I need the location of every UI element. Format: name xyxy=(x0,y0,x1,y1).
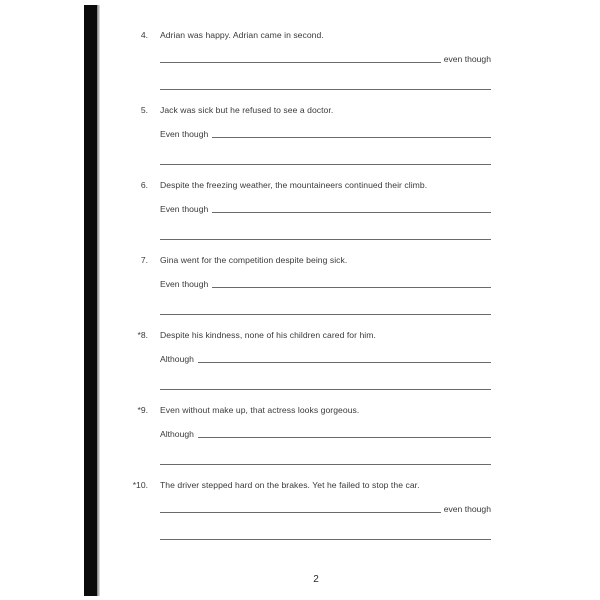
question-text: Jack was sick but he refused to see a doctor. xyxy=(160,105,334,115)
answer-prefix: Although xyxy=(160,429,194,439)
answer-line-1[interactable] xyxy=(160,204,491,215)
question-8 xyxy=(0,330,600,400)
answer-prefix: Even though xyxy=(160,279,209,289)
question-6 xyxy=(0,180,600,250)
question-number: 5. xyxy=(140,105,148,115)
answer-suffix: even though xyxy=(443,54,491,64)
question-text: The driver stepped hard on the brakes. Yet he failed to stop the car. xyxy=(160,480,420,490)
blank-line[interactable] xyxy=(198,362,491,363)
blank-line[interactable] xyxy=(160,464,491,465)
question-text: Despite the freezing weather, the mountaineers continued their climb. xyxy=(160,180,428,190)
blank-line[interactable] xyxy=(198,437,491,438)
question-number: 6. xyxy=(140,180,148,190)
answer-line-1[interactable] xyxy=(160,429,491,440)
question-number: *8. xyxy=(137,330,148,340)
answer-line-2[interactable] xyxy=(160,381,491,392)
blank-line[interactable] xyxy=(212,212,491,213)
question-10 xyxy=(0,480,600,550)
blank-line[interactable] xyxy=(160,512,441,513)
question-number: *10. xyxy=(132,480,148,490)
blank-line[interactable] xyxy=(160,314,491,315)
answer-line-1[interactable] xyxy=(160,129,491,140)
question-7 xyxy=(0,255,600,325)
question-text: Gina went for the competition despite being sick. xyxy=(160,255,348,265)
answer-suffix: even though xyxy=(443,504,491,514)
blank-line[interactable] xyxy=(160,164,491,165)
answer-line-2[interactable] xyxy=(160,231,491,242)
question-text: Despite his kindness, none of his children cared for him. xyxy=(160,330,376,340)
answer-line-1[interactable] xyxy=(160,504,491,515)
answer-line-1[interactable] xyxy=(160,354,491,365)
blank-line[interactable] xyxy=(160,89,491,90)
answer-line-2[interactable] xyxy=(160,306,491,317)
question-number: 4. xyxy=(140,30,148,40)
answer-line-2[interactable] xyxy=(160,456,491,467)
answer-line-1[interactable] xyxy=(160,279,491,290)
answer-line-2[interactable] xyxy=(160,531,491,542)
question-text: Adrian was happy. Adrian came in second. xyxy=(160,30,324,40)
answer-line-2[interactable] xyxy=(160,156,491,167)
blank-line[interactable] xyxy=(160,539,491,540)
question-number: *9. xyxy=(137,405,148,415)
answer-prefix: Even though xyxy=(160,204,209,214)
question-4 xyxy=(0,30,600,100)
answer-prefix: Even though xyxy=(160,129,209,139)
question-9 xyxy=(0,405,600,475)
blank-line[interactable] xyxy=(160,239,491,240)
question-number: 7. xyxy=(140,255,148,265)
question-5 xyxy=(0,105,600,175)
answer-line-2[interactable] xyxy=(160,81,491,92)
answer-line-1[interactable] xyxy=(160,54,491,65)
blank-line[interactable] xyxy=(160,62,441,63)
page-number: 2 xyxy=(313,574,319,585)
blank-line[interactable] xyxy=(212,287,491,288)
blank-line[interactable] xyxy=(212,137,491,138)
question-text: Even without make up, that actress looks gorgeous. xyxy=(160,405,360,415)
blank-line[interactable] xyxy=(160,389,491,390)
answer-prefix: Although xyxy=(160,354,194,364)
